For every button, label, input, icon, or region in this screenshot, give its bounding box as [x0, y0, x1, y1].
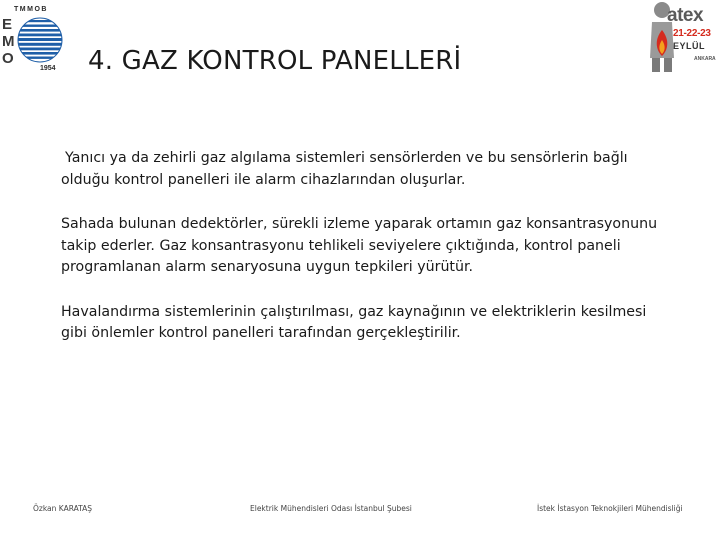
- emo-letter-m: M: [2, 33, 15, 50]
- paragraph: Yanıcı ya da zehirli gaz algılama sistemleri sensörlerden ve bu sensörlerin bağlı olduğu kontrol panelleri ile alarm cihazlarından oluşurlar.: [61, 150, 628, 188]
- emo-logo: [0, 2, 70, 76]
- emo-year: 1954: [40, 65, 56, 72]
- paragraph: Havalandırma sistemlerinin çalıştırılması, gaz kaynağının ve elektriklerin kesilmesi gibi önlemler kontrol panelleri tarafından gerçekleştirilir.: [61, 303, 647, 341]
- body-text: [61, 148, 661, 368]
- atex-dates: 21-22-23: [673, 28, 711, 39]
- footer-organization: Elektrik Mühendisleri Odası İstanbul Şubesi: [250, 504, 412, 513]
- paragraph: Sahada bulunan dedektörler, sürekli izleme yaparak ortamın gaz konsantrasyonunu takip ederler. Gaz konsantrasyonu tehlikeli seviyelere çıktığında, kontrol paneli programlanan alarm senaryosuna uygun tepkileri yürütür.: [61, 216, 658, 275]
- emo-letter-o: O: [2, 50, 14, 67]
- atex-badge: [644, 0, 720, 76]
- atex-city: ANKARA: [694, 56, 716, 62]
- footer-author: Özkan KARATAŞ: [33, 504, 93, 513]
- atex-word: atex: [667, 5, 704, 26]
- globe-icon: [16, 16, 64, 64]
- emo-letter-e: E: [2, 16, 13, 33]
- emo-org-text: TMMOB: [14, 6, 48, 13]
- emo-letters: [2, 16, 15, 67]
- footer-department: İstek İstasyon Teknokjileri Mühendisliği: [537, 504, 683, 513]
- page-title: 4. GAZ KONTROL PANELLERİ: [88, 46, 462, 76]
- footer: [0, 504, 720, 518]
- atex-month: EYLÜL: [673, 41, 706, 51]
